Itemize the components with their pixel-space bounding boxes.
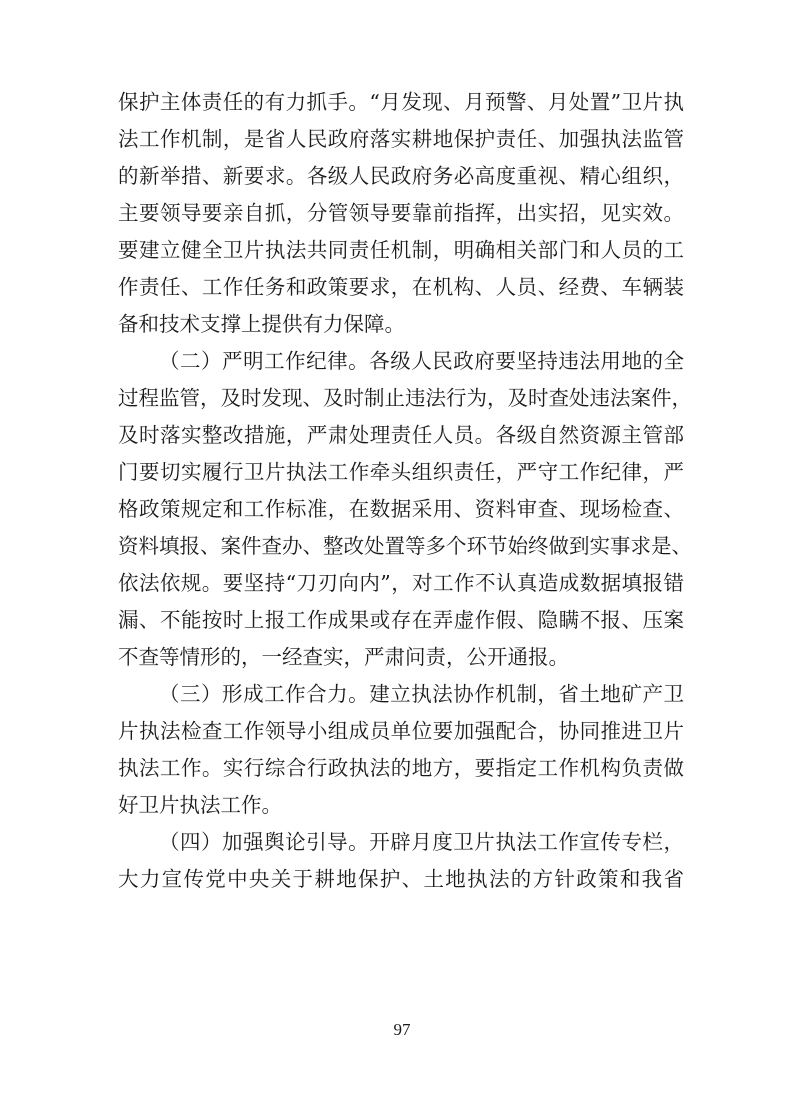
text-line: 主要领导要亲自抓，分管领导要靠前指挥，出实招，见实效。 [118,201,684,225]
text-line: 漏、不能按时上报工作成果或存在弄虚作假、隐瞒不报、压案 [118,608,684,632]
text-line: （四）加强舆论引导。开辟月度卫片执法工作宣传专栏， [159,830,684,854]
text-line: 保护主体责任的有力抓手。“月发现、月预警、月处置”卫片执 [118,90,684,114]
text-line: 资料填报、案件查办、整改处置等多个环节始终做到实事求是、 [118,534,692,558]
document-body [118,84,692,898]
paragraph-discipline [118,343,692,676]
text-line: 依法依规。要坚持“刀刃向内”，对工作不认真造成数据填报错 [118,571,684,595]
text-line: （二）严明工作纪律。各级人民政府要坚持违法用地的全 [159,349,684,373]
text-line: 执法工作。实行综合行政执法的地方，要指定工作机构负责做 [118,756,684,780]
page-number: 97 [393,1020,411,1039]
paragraph-responsibility [118,84,684,343]
text-line: 作责任、工作任务和政策要求，在机构、人员、经费、车辆装 [118,275,684,299]
text-line: 门要切实履行卫片执法工作牵头组织责任，严守工作纪律，严 [118,460,684,484]
text-line: 格政策规定和工作标准，在数据采用、资料审查、现场检查、 [118,497,684,521]
text-line: 好卫片执法工作。 [118,793,282,817]
text-line: 片执法检查工作领导小组成员单位要加强配合，协同推进卫片 [118,719,684,743]
text-line: 不查等情形的，一经查实，严肃问责，公开通报。 [118,645,569,669]
text-line: 的新举措、新要求。各级人民政府务必高度重视、精心组织， [118,164,684,188]
text-line: 法工作机制，是省人民政府落实耕地保护责任、加强执法监管 [118,127,684,151]
paragraph-synergy [118,676,684,824]
text-line: 过程监管，及时发现、及时制止违法行为，及时查处违法案件， [118,386,692,410]
text-line: （三）形成工作合力。建立执法协作机制，省土地矿产卫 [159,682,684,706]
text-line: 要建立健全卫片执法共同责任机制，明确相关部门和人员的工 [118,238,684,262]
text-line: 备和技术支撑上提供有力保障。 [118,312,405,336]
paragraph-publicity [118,824,684,898]
text-line: 及时落实整改措施，严肃处理责任人员。各级自然资源主管部 [118,423,684,447]
text-line: 大力宣传党中央关于耕地保护、土地执法的方针政策和我省 [118,867,684,891]
